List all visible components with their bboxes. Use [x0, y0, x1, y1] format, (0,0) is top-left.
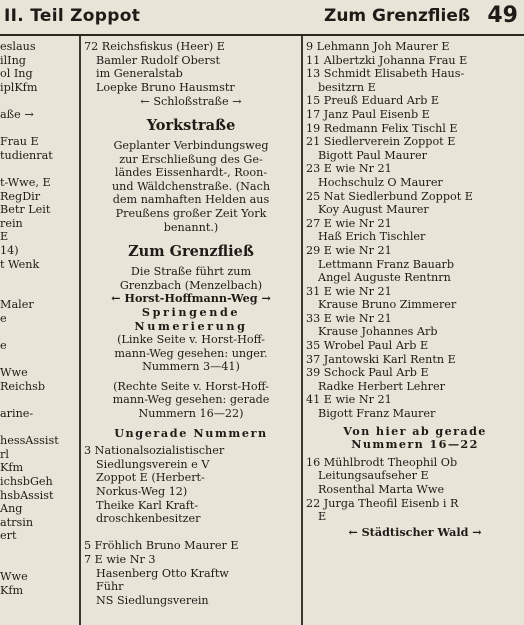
- entry-line: 17 Janz Paul Eisenb E: [306, 107, 430, 121]
- text-line: Kfm: [0, 583, 24, 597]
- entry-line: Haß Erich Tischler: [318, 230, 426, 244]
- text-line: t-Wwe, E: [0, 175, 51, 189]
- numerierung-label: Numerierung: [134, 318, 248, 333]
- entry-line: 11 Albertzki Johanna Frau E: [306, 53, 468, 67]
- entry-line: Bigott Paul Maurer: [318, 148, 427, 162]
- entry-line: 29 E wie Nr 21: [306, 243, 392, 257]
- entry-line: Zoppot E (Herbert-: [96, 471, 205, 485]
- entry-line: 15 Preuß Eduard Arb E: [306, 94, 440, 108]
- entry-line: 37 Jantowski Karl Rentn E: [306, 352, 456, 366]
- text-line: arine-: [0, 407, 34, 421]
- street-title: Zum Grenzfließ: [324, 6, 471, 26]
- left-side-note: [84, 333, 298, 374]
- entry-line: 33 E wie Nr 21: [306, 311, 392, 325]
- entry-line: NS Siedlungsverein: [96, 593, 209, 607]
- text-line: atrsin: [0, 515, 34, 529]
- horst-hoffmann-weg-arrow: ← Horst-Hoffmann-Weg →: [111, 291, 271, 306]
- entry-line: E: [318, 510, 327, 524]
- description-line: Grenzbach (Menzelbach): [119, 278, 263, 292]
- gerade-heading-1: Von hier ab gerade: [343, 423, 487, 438]
- text-line: rein: [0, 216, 23, 230]
- column-divider: [79, 36, 81, 625]
- text-line: [0, 557, 75, 571]
- entry-line: 72 Reichsfiskus (Heer) E: [84, 40, 225, 53]
- page-header: [0, 0, 524, 36]
- text-line: RegDir: [0, 189, 41, 203]
- entry-line: 19 Redmann Felix Tischl E: [306, 121, 458, 135]
- note-line: Nummern 16—22): [138, 407, 244, 421]
- column-divider: [301, 36, 303, 625]
- entry-line: 13 Schmidt Elisabeth Haus-: [306, 67, 465, 81]
- description-line: Geplanter Verbindungsweg: [113, 138, 269, 152]
- text-line: [0, 94, 75, 108]
- entry-line: Lettmann Franz Bauarb: [318, 257, 454, 271]
- schlossstrasse-arrow: ← Schloßstraße →: [140, 95, 242, 109]
- address-entries: [306, 40, 524, 421]
- entry-line: Theike Karl Kraft-: [96, 498, 199, 512]
- gerade-heading-2: Nummern 16—22: [351, 437, 479, 452]
- text-line: Wwe: [0, 366, 28, 380]
- text-line: Wwe: [0, 570, 28, 584]
- text-line: [0, 285, 75, 299]
- entry-line: Leitungsaufseher E: [318, 469, 429, 483]
- left-column-fragment: [0, 40, 75, 625]
- entry-line: Loepke Bruno Hausmstr: [96, 80, 235, 94]
- entry-line: Angel Auguste Rentnrn: [318, 271, 451, 285]
- entry-line: Koy August Maurer: [318, 203, 429, 217]
- text-line: e: [0, 339, 7, 353]
- entry-line: 21 Siedlerverein Zoppot E: [306, 135, 456, 149]
- entry-line: 23 E wie Nr 21: [306, 162, 392, 176]
- entry-line: Krause Johannes Arb: [318, 325, 438, 339]
- entry-line: Hochschulz O Maurer: [318, 175, 443, 189]
- description-line: dem namhaften Helden aus: [112, 193, 270, 207]
- text-line: iplKfm: [0, 80, 38, 94]
- text-line: eslaus: [0, 40, 36, 53]
- entry-line: 7 E wie Nr 3: [84, 553, 156, 566]
- text-line: ilIng: [0, 53, 26, 67]
- entry-line: Hasenberg Otto Kraftw: [96, 566, 229, 580]
- description-line: und Wäldchenstraße. (Nach: [111, 179, 271, 193]
- text-line: e: [0, 311, 7, 325]
- entry-line: Radke Herbert Lehrer: [318, 379, 445, 393]
- entry-line: im Generalstab: [96, 67, 183, 81]
- text-line: [0, 353, 75, 367]
- text-line: aße →: [0, 107, 34, 121]
- description-line: zur Erschließung des Ge-: [119, 152, 263, 166]
- text-line: 14): [0, 243, 19, 257]
- note-line: Nummern 3—41): [142, 360, 240, 374]
- entry-line: Führ: [96, 580, 124, 594]
- text-line: [0, 543, 75, 557]
- entry-line: besitzrn E: [318, 80, 376, 94]
- text-line: E: [0, 230, 9, 244]
- springende-label: Springende: [141, 304, 241, 319]
- note-line: mann-Weg gesehen: gerade: [112, 393, 270, 407]
- text-line: Ang: [0, 502, 23, 516]
- right-side-note: [84, 380, 298, 421]
- entry-line: 22 Jurga Theofil Eisenb i R: [306, 496, 459, 510]
- entry-line: droschkenbesitzer: [96, 512, 201, 526]
- text-line: ert: [0, 529, 17, 543]
- text-line: [0, 271, 75, 285]
- right-column: [306, 40, 524, 625]
- text-line: [0, 421, 75, 435]
- entry-line: Norkus-Weg 12): [96, 485, 188, 499]
- entry-line: 27 E wie Nr 21: [306, 216, 392, 230]
- description-line: benannt.): [163, 220, 219, 234]
- text-line: rl: [0, 447, 9, 461]
- entry-line: 39 Schock Paul Arb E: [306, 366, 429, 380]
- text-line: Kfm: [0, 461, 24, 475]
- staedtischer-wald-arrow: ← Städtischer Wald →: [348, 524, 482, 539]
- note-line: (Linke Seite v. Horst-Hoff-: [117, 333, 265, 347]
- grenzfliess-description: [84, 265, 298, 292]
- description-line: Die Straße führt zum: [130, 265, 252, 279]
- entry-line: Krause Bruno Zimmerer: [318, 298, 457, 312]
- middle-column: [84, 40, 298, 625]
- grenzfliess-heading: Zum Grenzfließ: [128, 243, 254, 261]
- entry-line: 5 Fröhlich Bruno Maurer E: [84, 539, 239, 553]
- text-line: [0, 122, 75, 136]
- entry-line: Bamler Rudolf Oberst: [96, 53, 220, 67]
- entry-line: Siedlungsverein e V: [96, 457, 210, 471]
- entry-line: Rosenthal Marta Wwe: [318, 483, 445, 496]
- text-line: [0, 162, 75, 176]
- text-line: ichsbGeh: [0, 475, 53, 488]
- page-number: 49: [487, 3, 518, 28]
- text-line: Maler: [0, 298, 34, 312]
- odd-number-entries: [84, 444, 298, 607]
- text-line: [0, 393, 75, 407]
- entry-72: [84, 40, 298, 94]
- note-line: (Rechte Seite v. Horst-Hoff-: [113, 379, 269, 393]
- yorckstrasse-heading: Yorkstraße: [146, 116, 236, 134]
- entry-line: Bigott Franz Maurer: [318, 407, 436, 421]
- entry-line: 9 Lehmann Joh Maurer E: [306, 40, 450, 53]
- description-line: ländes Eissenhardt-, Roon-: [114, 166, 268, 180]
- note-line: mann-Weg gesehen: unger.: [114, 346, 268, 360]
- even-number-entries: [306, 456, 524, 524]
- text-line: ol Ing: [0, 67, 33, 81]
- entry-line: 3 Nationalsozialistischer: [84, 444, 225, 458]
- text-line: hsbAssist: [0, 488, 54, 502]
- yorckstrasse-description: [84, 139, 298, 234]
- entry-line: 16 Mühlbrodt Theophil Ob: [306, 455, 458, 469]
- text-line: Frau E: [0, 135, 39, 149]
- entry-line: 25 Nat Siedlerbund Zoppot E: [306, 189, 473, 203]
- entry-line: 31 E wie Nr 21: [306, 284, 392, 298]
- text-line: hessAssist: [0, 434, 59, 448]
- entry-line: 35 Wrobel Paul Arb E: [306, 339, 429, 353]
- text-line: tudienrat: [0, 148, 53, 162]
- ungerade-heading: Ungerade Nummern: [114, 425, 268, 440]
- text-line: [0, 325, 75, 339]
- text-line: Betr Leit: [0, 203, 51, 217]
- text-line: t Wenk: [0, 257, 40, 271]
- entry-line: [84, 526, 298, 540]
- section-title: II. Teil Zoppot: [4, 6, 141, 26]
- description-line: Preußens großer Zeit York: [115, 206, 267, 220]
- text-line: Reichsb: [0, 379, 45, 393]
- entry-line: 41 E wie Nr 21: [306, 393, 392, 407]
